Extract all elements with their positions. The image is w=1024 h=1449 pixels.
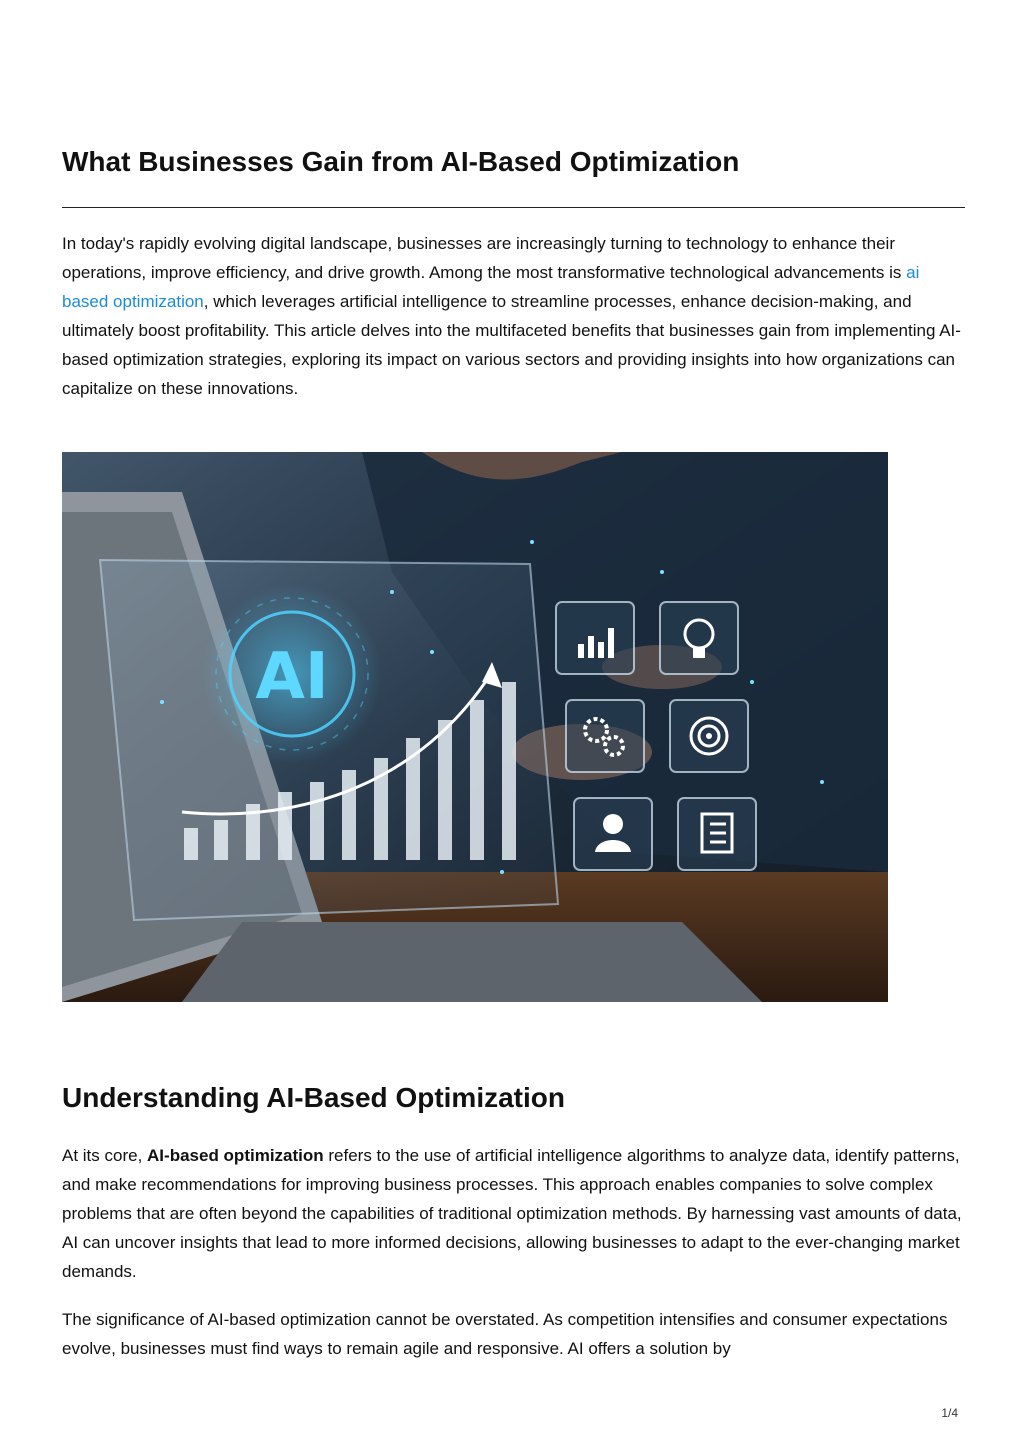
intro-text-start: In today's rapidly evolving digital landscape, businesses are increasingly turning to technology to enhance their operations, improve efficiency, and drive growth. Among the most transformative technological advancements is xyxy=(62,234,907,282)
ai-label: AI xyxy=(255,640,329,714)
para1-body: refers to the use of artificial intelligence algorithms to analyze data, identify patterns, and make recommendations for improving business processes. This approach enables companies to solve complex problems that are often beyond the capabilities of traditional optimization methods. By harnessing vast amounts of data, AI can uncover insights that lead to more informed decisions, allowing businesses to adapt to the ever-changing market demands. xyxy=(62,1146,962,1281)
intro-text-end: , which leverages artificial intelligence to streamline processes, enhance decision-making, and ultimately boost profitability. This article delves into the multifaceted benefits that businesses gain from implementing AI-based optimization strategies, exploring its impact on various sectors and providing insights into how organizations can capitalize on these innovations. xyxy=(62,292,961,398)
page-number: 1/4 xyxy=(941,1406,958,1420)
section-heading: Understanding AI-Based Optimization xyxy=(62,1082,565,1113)
article-title: What Businesses Gain from AI-Based Optimization xyxy=(62,146,740,177)
intro-paragraph xyxy=(62,229,962,403)
ai-business-illustration xyxy=(62,452,888,1002)
para1-intro: At its core, xyxy=(62,1146,148,1165)
ai-optimization-link[interactable]: ai based optimization xyxy=(62,263,920,311)
para1-bold-term: AI-based optimization xyxy=(147,1146,324,1165)
title-divider xyxy=(62,207,965,208)
section-paragraph-2: The significance of AI-based optimization cannot be overstated. As competition intensifies and consumer expectations evolve, businesses must find ways to remain agile and responsive. AI offers a solution by xyxy=(62,1310,948,1358)
hero-image xyxy=(62,452,888,1002)
section-paragraph-1 xyxy=(62,1141,962,1286)
